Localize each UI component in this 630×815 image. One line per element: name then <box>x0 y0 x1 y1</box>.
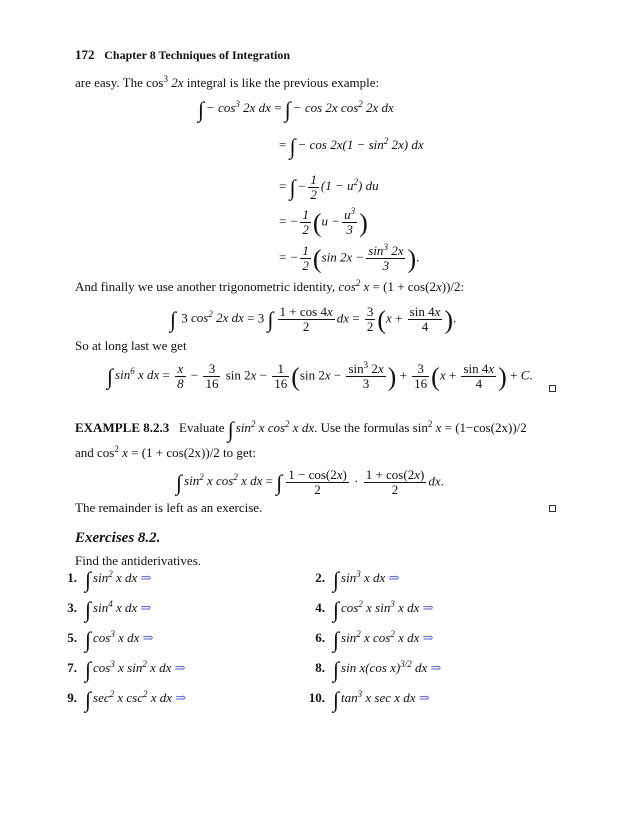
exercise-item: 7. ∫ $\cos^3 x$ $\sin^2 x$ dx ⇒ <box>67 657 186 682</box>
equation-cos-squared: ∫ 3 $\cos^2 2x$ dx = 3 ∫ $\frac{1 + \cos 4x}{2}$ dx = $\frac{3}{2}$ (x + $\frac{\sin 4x}{4}$ ). <box>170 304 457 335</box>
example-paragraph-2: and $\cos^2 x = (1 + \cos(2x))/2$ to get: <box>75 444 256 460</box>
chapter-title: Chapter 8 Techniques of Integration <box>104 48 291 62</box>
example-equation: ∫ $\sin^2 x$ $\cos^2 x$ dx = ∫ $\frac{1 - \cos(2x)}{2}$ · $\frac{1 + \cos(2x)}{2}$ dx. <box>176 467 444 497</box>
remainder-paragraph: The remainder is left as an exercise. <box>75 500 263 515</box>
answer-link-arrow[interactable]: ⇒ <box>140 570 152 585</box>
exercise-item: 1. ∫ $\sin^2 x$ dx ⇒ <box>67 567 152 592</box>
identity-paragraph: And finally we use another trigonometric identity, $\cos^2 x = (1 + \cos(2x))/2$: <box>75 278 465 294</box>
exercise-item: 6. ∫ $\sin^2 x$ $\cos^2 x$ dx ⇒ <box>315 627 434 652</box>
exercise-item: 10. ∫ $\tan^3 x$ sec x dx ⇒ <box>308 687 430 712</box>
equation-row-4: = − $\frac{1}{2}$ (u − $\frac{u^3}{3}$ ) <box>279 206 368 238</box>
answer-link-arrow[interactable]: ⇒ <box>142 630 154 645</box>
page-header <box>75 47 290 63</box>
equation-row-5: = − $\frac{1}{2}$ (sin 2x − $\frac{\sin^3 2x}{3}$ ). <box>279 242 420 274</box>
equation-row-1: ∫ − $\cos^3 2x$ dx = ∫ − cos 2x $\cos^2 2x$ dx <box>198 97 394 122</box>
exercise-item: 9. ∫ $\sec^2 x$ $\csc^2 x$ dx ⇒ <box>67 687 187 712</box>
exercise-item: 5. ∫ $\cos^3 x$ dx ⇒ <box>67 627 154 652</box>
answer-link-arrow[interactable]: ⇒ <box>140 600 152 615</box>
equation-row-3: = ∫ − $\frac{1}{2}$ $(1 - u^2)$ du <box>279 172 379 202</box>
page-number: 172 <box>75 47 95 62</box>
qed-square <box>549 505 556 512</box>
long-last-paragraph: So at long last we get <box>75 338 187 353</box>
exercises-instruction: Find the antiderivatives. <box>75 553 202 568</box>
example-heading: EXAMPLE 8.2.3 Evaluate ∫ $\sin^2 x$ $\cos^2 x$ dx. Use the formulas $\sin^2 x = (1-\cos(2x))/2$ <box>75 417 527 442</box>
answer-link-arrow[interactable]: ⇒ <box>175 690 187 705</box>
exercise-item: 8. ∫ sin x(cos x)$^{3/2}$ dx ⇒ <box>315 657 442 682</box>
final-result-equation: ∫ $\sin^6 x$ dx = $\frac{x}{8}$ − $\frac{3}{16}$ sin 2x − $\frac{1}{16}$ (sin 2x − $\frac{\sin^3 2x}{3}$ ) + $\frac{3}{16}$ (x + $\frac{\sin 4x}{4}$ ) + C. <box>107 360 533 392</box>
intro-paragraph: are easy. The $\cos^3 2x$ integral is like the previous example: <box>75 74 380 90</box>
exercise-item: 3. ∫ $\sin^4 x$ dx ⇒ <box>67 597 152 622</box>
example-label: EXAMPLE 8.2.3 <box>75 420 170 435</box>
answer-link-arrow[interactable]: ⇒ <box>174 660 186 675</box>
exercises-title: Exercises 8.2. <box>75 530 161 546</box>
equation-row-2: = ∫ − $\cos 2x(1 - \sin^2 2x)$ dx <box>279 134 424 159</box>
qed-square <box>549 385 556 392</box>
answer-link-arrow[interactable]: ⇒ <box>422 600 434 615</box>
answer-link-arrow[interactable]: ⇒ <box>422 630 434 645</box>
exercise-item: 2. ∫ $\sin^3 x$ dx ⇒ <box>315 567 400 592</box>
answer-link-arrow[interactable]: ⇒ <box>430 660 442 675</box>
exercise-item: 4. ∫ $\cos^2 x$ $\sin^3 x$ dx ⇒ <box>315 597 434 622</box>
answer-link-arrow[interactable]: ⇒ <box>388 570 400 585</box>
answer-link-arrow[interactable]: ⇒ <box>418 690 430 705</box>
